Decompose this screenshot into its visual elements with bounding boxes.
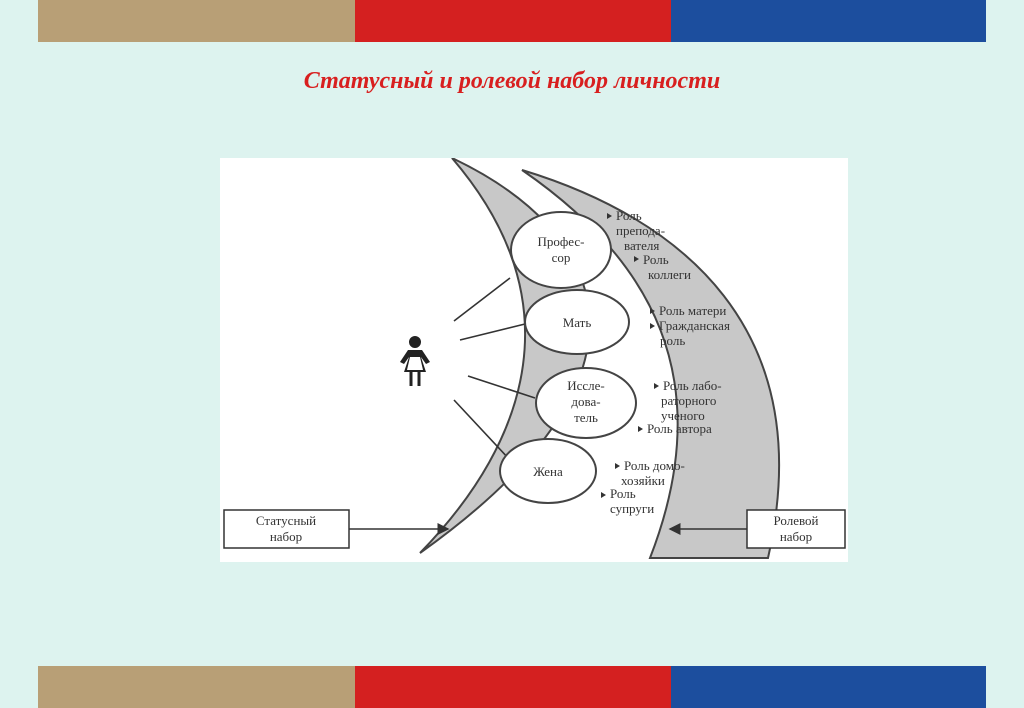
role-set-label-line1: Ролевой xyxy=(773,513,819,528)
role-set-label-line2: набор xyxy=(779,529,813,544)
status-professor-line1: Профес- xyxy=(537,234,585,249)
status-researcher-line3: тель xyxy=(574,410,598,425)
top-stripe-red xyxy=(355,0,671,42)
bottom-stripe-blue xyxy=(671,666,986,708)
role-teacher-line1: Роль xyxy=(616,208,642,223)
slide-title: Статусный и ролевой набор личности xyxy=(303,68,721,94)
status-researcher-line2: дова- xyxy=(571,394,601,409)
top-stripe-tan xyxy=(38,0,355,42)
status-role-diagram xyxy=(220,158,848,562)
role-housewife-line2: хозяйки xyxy=(621,473,665,488)
status-professor-line2: сор xyxy=(551,250,571,265)
diagram-svg xyxy=(220,158,848,562)
top-stripe-blue xyxy=(671,0,986,42)
role-lab-scientist-line2: раторного xyxy=(661,393,717,408)
role-lab-scientist-line1: Роль лабо- xyxy=(663,378,722,393)
bottom-stripe-red xyxy=(355,666,671,708)
role-mother: Роль матери xyxy=(659,303,727,318)
role-colleague-line2: коллеги xyxy=(648,267,692,282)
status-set-label-line2: набор xyxy=(269,529,303,544)
status-mother: Мать xyxy=(562,315,592,330)
status-wife: Жена xyxy=(533,464,563,479)
status-set-label-line1: Статусный xyxy=(255,513,317,528)
bottom-stripe-tan xyxy=(38,666,355,708)
role-lab-scientist-line3: ученого xyxy=(661,408,705,423)
role-author: Роль автора xyxy=(647,421,712,436)
role-spouse-line2: супруги xyxy=(610,501,655,516)
role-spouse-line1: Роль xyxy=(610,486,636,501)
role-civic-line1: Гражданская xyxy=(659,318,730,333)
role-civic-line2: роль xyxy=(660,333,686,348)
role-colleague-line1: Роль xyxy=(643,252,669,267)
woman-figure-icon xyxy=(400,337,430,387)
role-teacher-line2: препода- xyxy=(616,223,666,238)
status-researcher-line1: Иссле- xyxy=(567,378,605,393)
role-housewife-line1: Роль домо- xyxy=(624,458,685,473)
role-teacher-line3: вателя xyxy=(624,238,660,253)
